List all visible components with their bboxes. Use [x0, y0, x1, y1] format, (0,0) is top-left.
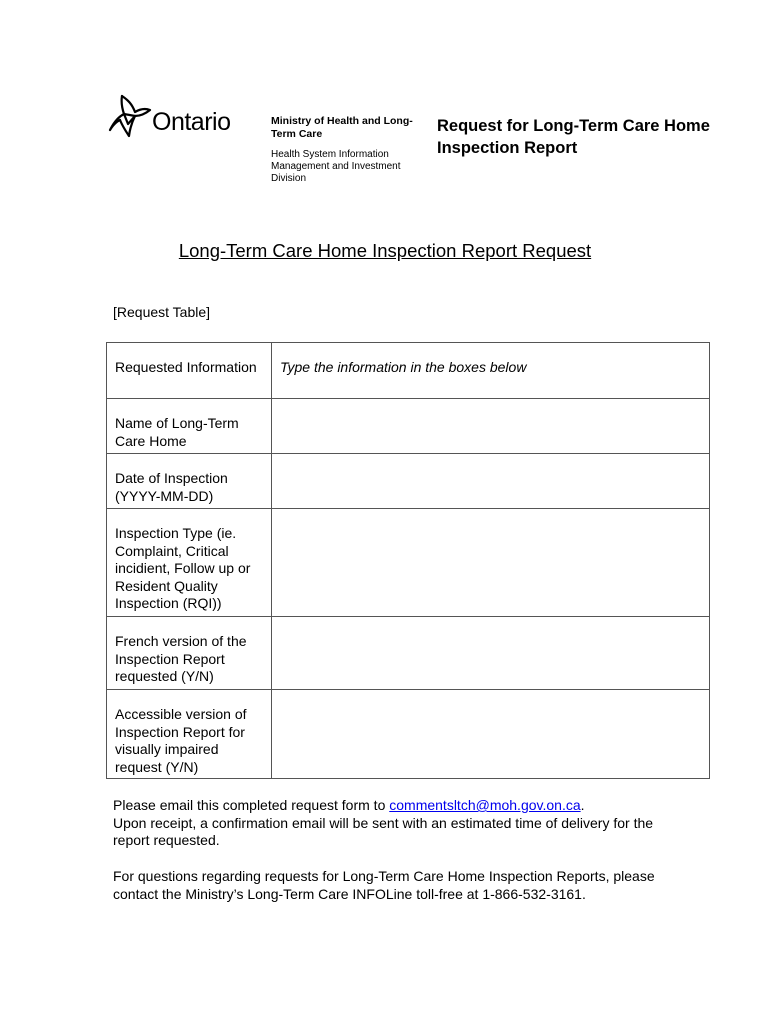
table-row [107, 690, 710, 779]
email-instructions [113, 797, 673, 850]
table-header-row [107, 343, 710, 399]
table-row [107, 454, 710, 509]
input-inspection-date[interactable] [272, 454, 710, 509]
trillium-icon [108, 92, 152, 144]
row-label-french-version: French version of the Inspection Report requested (Y/N) [107, 617, 272, 690]
row-label-inspection-type: Inspection Type (ie. Complaint, Critical incidient, Follow up or Resident Quality Inspection (RQI)) [107, 509, 272, 617]
row-label-accessible-version: Accessible version of Inspection Report for visually impaired request (Y/N) [107, 690, 272, 779]
row-label-home-name: Name of Long-Term Care Home [107, 399, 272, 454]
email-suffix: . [580, 797, 585, 813]
email-prefix: Please email this completed request form to [113, 797, 390, 813]
request-table [106, 342, 710, 779]
input-inspection-type[interactable] [272, 509, 710, 617]
input-home-name[interactable] [272, 399, 710, 454]
email-link[interactable]: commentsltch@moh.gov.on.ca [389, 797, 581, 813]
division-name: Health System Information Management and Investment Division [271, 149, 401, 184]
table-row [107, 509, 710, 617]
table-label: [Request Table] [113, 304, 211, 320]
page-title: Long-Term Care Home Inspection Report Request [178, 240, 592, 261]
header-requested-information: Requested Information [107, 343, 272, 399]
document-title: Request for Long-Term Care Home Inspection Report [437, 117, 710, 157]
receipt-text: Upon receipt, a confirmation email will be sent with an estimated time of delivery for the report requested. [113, 814, 654, 848]
ministry-name: Ministry of Health and Long-Term Care [271, 115, 413, 140]
table-row [107, 399, 710, 454]
ministry-block [271, 115, 421, 185]
row-label-inspection-date: Date of Inspection (YYYY-MM-DD) [107, 454, 272, 509]
logo-wordmark: Ontario [152, 108, 231, 136]
ontario-logo [108, 92, 243, 144]
table-row [107, 617, 710, 690]
input-french-version[interactable] [272, 617, 710, 690]
header-instructions: Type the information in the boxes below [272, 343, 710, 399]
contact-text: For questions regarding requests for Long-Term Care Home Inspection Reports, please contact the Ministry’s Long-Term Care INFOLine toll-free at 1-866-532-3161. [113, 868, 655, 902]
input-accessible-version[interactable] [272, 690, 710, 779]
